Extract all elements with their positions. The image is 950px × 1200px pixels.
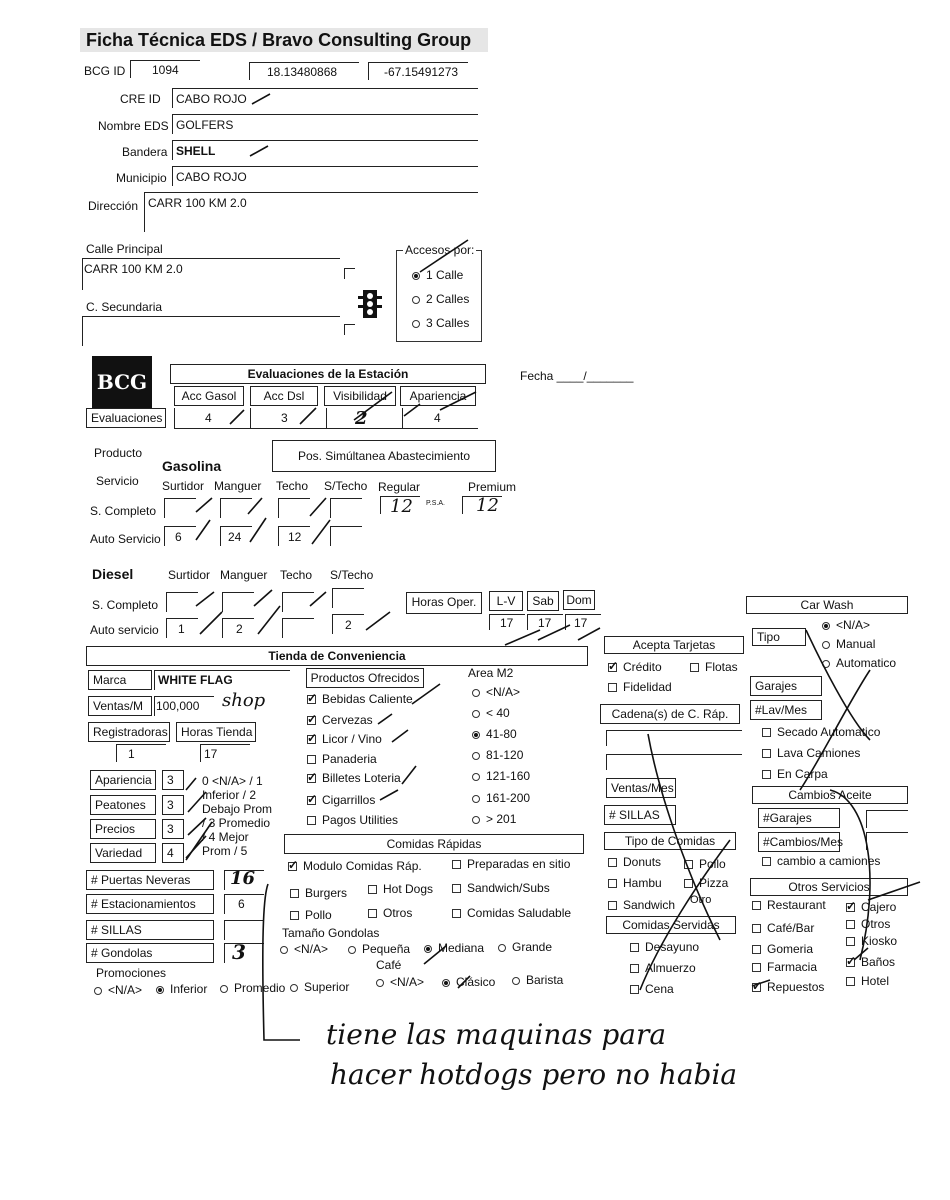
gondolas-value[interactable]: 3	[232, 940, 246, 964]
en-carpa-check[interactable]: En Carpa	[762, 767, 828, 781]
checkbox-icon[interactable]	[307, 774, 316, 783]
comida-burgers[interactable]: Burgers	[290, 886, 347, 900]
otros-servicios-title: Otros Servicios	[750, 878, 908, 896]
bandera-label: Bandera	[122, 145, 168, 159]
gondolas-label: # Gondolas	[86, 943, 214, 963]
car-wash-automatico[interactable]: Automatico	[822, 656, 896, 670]
radio-icon[interactable]	[498, 944, 506, 952]
promociones-label: Promociones	[96, 966, 167, 980]
direccion-label: Dirección	[88, 199, 139, 213]
promo-na[interactable]: <N/A>	[94, 983, 142, 997]
puertas-label: # Puertas Neveras	[86, 870, 214, 890]
comidas-title: Comidas Rápidas	[284, 834, 584, 854]
checkbox-icon[interactable]	[752, 983, 761, 992]
tarjetas-title: Acepta Tarjetas	[604, 636, 744, 654]
accesos-title: Accesos por:	[405, 243, 475, 257]
radio-icon[interactable]	[424, 945, 432, 953]
producto-cervezas[interactable]: ✓Cervezas	[307, 713, 373, 727]
productos-title: Productos Ofrecidos	[306, 668, 424, 688]
checkbox-icon[interactable]	[630, 943, 639, 952]
gas-as-techo[interactable]: 12	[288, 530, 302, 544]
tamano-label: Tamaño Gondolas	[282, 926, 380, 940]
checkbox-icon[interactable]	[368, 909, 377, 918]
radio-icon[interactable]	[156, 986, 164, 994]
cadena-ventas-label: Ventas/Mes	[606, 778, 676, 798]
otros-gomeria[interactable]: Gomeria	[752, 942, 813, 956]
scale-line-4: / 3 Promedio	[202, 816, 271, 830]
handwritten-note-line-2: hacer hotdogs pero no habia	[330, 1058, 738, 1091]
otros-hotel[interactable]: Hotel	[846, 974, 889, 988]
radio-icon[interactable]	[376, 979, 384, 987]
premium-value[interactable]: 12	[476, 495, 499, 516]
cre-id-value[interactable]: CABO ROJO	[176, 92, 247, 106]
accesos-option-1[interactable]: 1 Calle	[412, 268, 463, 282]
gas-col-surtidor: Surtidor	[162, 479, 205, 493]
checkbox-icon[interactable]	[452, 860, 461, 869]
gas-as-manguer[interactable]: 24	[228, 530, 242, 544]
producto-licor[interactable]: ✓Licor / Vino	[307, 732, 382, 746]
municipio-label: Municipio	[116, 171, 167, 185]
otros-restaurant[interactable]: Restaurant	[752, 898, 826, 912]
otros-banos[interactable]: ✓Baños	[846, 955, 895, 969]
checkbox-icon[interactable]	[368, 885, 377, 894]
checkbox-icon[interactable]	[307, 755, 316, 764]
otros-kiosko[interactable]: Kiosko	[846, 934, 897, 948]
dsl-as-manguer[interactable]: 2	[236, 622, 243, 636]
checkbox-icon[interactable]	[290, 889, 299, 898]
marca-label: Marca	[88, 670, 152, 690]
page-title: Ficha Técnica EDS / Bravo Consulting Group	[80, 28, 488, 52]
tipo-pizza[interactable]: Pizza	[684, 876, 728, 890]
rating-variedad-value[interactable]: 4	[162, 843, 184, 863]
diesel-title: Diesel	[92, 566, 134, 582]
nombre-value[interactable]: GOLFERS	[176, 118, 234, 132]
car-wash-na[interactable]: <N/A>	[822, 618, 870, 632]
cambios-mes-label: #Cambios/Mes	[758, 832, 840, 852]
checkbox-icon[interactable]	[452, 909, 461, 918]
checkbox-icon[interactable]	[608, 879, 617, 888]
lav-mes-label: #Lav/Mes	[750, 700, 822, 720]
servida-almuerzo[interactable]: Almuerzo	[630, 961, 696, 975]
regular-value[interactable]: 12	[390, 496, 413, 517]
checkbox-icon[interactable]	[846, 977, 855, 986]
eval-visibilidad-value[interactable]: 2	[355, 408, 368, 429]
tamano-pequena[interactable]: Pequeña	[348, 942, 410, 956]
eval-col-acc-gasol: Acc Gasol	[174, 386, 244, 406]
eval-acc-gasol-value[interactable]: 4	[205, 411, 212, 425]
tipo-hambu[interactable]: Hambu	[608, 876, 662, 890]
radio-icon[interactable]	[412, 320, 420, 328]
gas-as-surtidor[interactable]: 6	[175, 530, 182, 544]
checkbox-icon[interactable]	[608, 663, 617, 672]
tarjeta-flotas[interactable]: Flotas	[690, 660, 738, 674]
producto-label: Producto	[94, 446, 143, 460]
checkbox-icon[interactable]	[690, 663, 699, 672]
checkbox-icon[interactable]	[846, 937, 855, 946]
radio-icon[interactable]	[412, 272, 420, 280]
tarjeta-credito[interactable]: ✓Crédito	[608, 660, 662, 674]
checkbox-icon[interactable]	[307, 735, 316, 744]
cafe-clasico[interactable]: Clásico	[442, 975, 495, 989]
gas-row-auto-servicio: Auto Servicio	[90, 532, 161, 546]
ventas-note: shop	[222, 690, 266, 711]
cafe-label: Café	[376, 958, 402, 972]
corner-mark	[344, 324, 355, 335]
radio-icon[interactable]	[280, 946, 288, 954]
radio-icon[interactable]	[290, 984, 298, 992]
tamano-na[interactable]: <N/A>	[280, 942, 328, 956]
radio-icon[interactable]	[472, 710, 480, 718]
tipo-otro[interactable]: Otro	[690, 894, 712, 906]
c-secundaria-label: C. Secundaria	[86, 300, 163, 314]
horas-day-sab: Sab	[527, 591, 559, 611]
dsl-as-stecho[interactable]: 2	[345, 618, 352, 632]
regular-label: Regular	[378, 480, 421, 494]
otros-cajero[interactable]: ✓ Cajero	[846, 900, 896, 914]
area-option-na[interactable]: <N/A>	[472, 685, 520, 699]
registradoras-value[interactable]: 1	[128, 747, 135, 761]
checkbox-icon[interactable]	[630, 985, 639, 994]
direccion-value[interactable]: CARR 100 KM 2.0	[148, 196, 247, 210]
otros-otros[interactable]: Otros	[846, 917, 890, 931]
cadena-title: Cadena(s) de C. Ráp.	[600, 704, 740, 724]
producto-billetes[interactable]: ✓Billetes Loteria	[307, 771, 401, 785]
bcg-id-value[interactable]: 1094	[152, 63, 179, 77]
checkbox-icon[interactable]	[752, 963, 761, 972]
gas-col-manguer: Manguer	[214, 479, 262, 493]
handwritten-note-line-1: tiene las maquinas para	[326, 1018, 667, 1051]
gasolina-title: Gasolina	[162, 458, 222, 474]
promo-promedio[interactable]: Promedio	[220, 981, 285, 995]
corner-mark	[344, 268, 355, 279]
latitude-value[interactable]: 18.13480868	[267, 65, 338, 79]
radio-icon[interactable]	[442, 979, 450, 987]
checkbox-icon[interactable]	[608, 858, 617, 867]
checkbox-icon[interactable]	[307, 695, 316, 704]
checkbox-icon[interactable]	[307, 796, 316, 805]
producto-pagos[interactable]: Pagos Utilities	[307, 813, 398, 827]
dsl-col-manguer: Manguer	[220, 568, 268, 582]
tipo-donuts[interactable]: Donuts	[608, 855, 661, 869]
car-wash-tipo-label: Tipo	[752, 628, 806, 646]
fecha-label: Fecha ____/_______	[520, 369, 634, 383]
bandera-value[interactable]: SHELL	[176, 144, 216, 158]
checkbox-icon[interactable]	[752, 901, 761, 910]
checkbox-icon[interactable]	[684, 860, 693, 869]
car-wash-title: Car Wash	[746, 596, 908, 614]
tarjeta-fidelidad[interactable]: Fidelidad	[608, 680, 672, 694]
eval-acc-dsl-value[interactable]: 3	[281, 411, 288, 425]
radio-icon[interactable]	[472, 689, 480, 697]
checkbox-icon[interactable]	[846, 920, 855, 929]
checkbox-icon[interactable]	[762, 770, 771, 779]
ventas-value[interactable]: 100,000	[156, 699, 200, 713]
registradoras-label: Registradoras	[88, 722, 170, 742]
horas-oper-label: Horas Oper.	[406, 592, 482, 614]
checkbox-icon[interactable]	[762, 749, 771, 758]
rating-apariencia-label: Apariencia	[90, 770, 156, 790]
accesos-option-2[interactable]: 2 Calles	[412, 292, 469, 306]
radio-icon[interactable]	[822, 660, 830, 668]
checkbox-icon[interactable]	[752, 945, 761, 954]
tamano-grande[interactable]: Grande	[498, 940, 552, 954]
bcg-logo: BCG	[92, 356, 152, 408]
comida-preparadas[interactable]: Preparadas en sitio	[452, 857, 570, 871]
rating-precios-label: Precios	[90, 819, 156, 839]
comida-hotdogs[interactable]: Hot Dogs	[368, 882, 433, 896]
gas-row-s-completo: S. Completo	[90, 504, 157, 518]
calle-principal-value[interactable]: CARR 100 KM 2.0	[84, 262, 183, 276]
producto-cigarrillos[interactable]: ✓Cigarrillos	[307, 793, 375, 807]
radio-icon[interactable]	[822, 641, 830, 649]
eval-col-visibilidad: Visibilidad	[324, 386, 396, 406]
rating-peatones-value[interactable]: 3	[162, 795, 184, 815]
horas-day-lv: L-V	[489, 591, 523, 611]
radio-icon[interactable]	[220, 985, 228, 993]
rating-precios-value[interactable]: 3	[162, 819, 184, 839]
evaluaciones-title: Evaluaciones de la Estación	[170, 364, 486, 384]
area-option-161-200[interactable]: 161-200	[472, 791, 530, 805]
eval-apariencia-value[interactable]: 4	[434, 411, 441, 425]
radio-icon[interactable]	[348, 946, 356, 954]
premium-label: Premium	[468, 480, 517, 494]
evaluaciones-label: Evaluaciones	[86, 408, 166, 428]
marca-value[interactable]: WHITE FLAG	[158, 673, 233, 687]
checkbox-icon[interactable]	[452, 884, 461, 893]
estac-label: # Estacionamientos	[86, 894, 214, 914]
checkbox-icon[interactable]	[288, 862, 297, 871]
car-wash-manual[interactable]: Manual	[822, 637, 875, 651]
comida-otros[interactable]: Otros	[368, 906, 412, 920]
radio-icon[interactable]	[472, 731, 480, 739]
checkbox-icon[interactable]	[762, 857, 771, 866]
area-option-41-80[interactable]: 41-80	[472, 727, 517, 741]
comida-pollo[interactable]: Pollo	[290, 908, 332, 922]
radio-icon[interactable]	[472, 773, 480, 781]
checkbox-icon[interactable]	[762, 728, 771, 737]
sillas-label: # SILLAS	[86, 920, 214, 940]
checkbox-icon[interactable]	[307, 816, 316, 825]
area-option-40[interactable]: < 40	[472, 706, 510, 720]
comida-sandwich[interactable]: Sandwich/Subs	[452, 881, 550, 895]
dsl-row-auto-servicio: Auto servicio	[90, 623, 159, 637]
area-option-81-120[interactable]: 81-120	[472, 748, 523, 762]
calle-principal-label: Calle Principal	[86, 242, 163, 256]
cambios-aceite-title: Cambios Aceite	[752, 786, 908, 804]
horas-tienda-value[interactable]: 17	[204, 747, 218, 761]
horas-tienda-label: Horas Tienda	[176, 722, 256, 742]
producto-panaderia[interactable]: Panaderia	[307, 752, 377, 766]
area-option-121-160[interactable]: 121-160	[472, 769, 530, 783]
checkbox-icon[interactable]	[630, 964, 639, 973]
otros-cafe-bar[interactable]: Café/Bar	[752, 921, 814, 935]
radio-icon[interactable]	[94, 987, 102, 995]
rating-variedad-label: Variedad	[90, 843, 156, 863]
pos-simultanea-title: Pos. Simúltanea Abastecimiento	[272, 440, 496, 472]
producto-bebidas[interactable]: ✓Bebidas Caliente	[307, 692, 413, 706]
cadena-sillas-label: # SILLAS	[604, 805, 676, 825]
dsl-row-s-completo: S. Completo	[92, 598, 159, 612]
radio-icon[interactable]	[412, 296, 420, 304]
tipo-pollo[interactable]: Pollo	[684, 857, 726, 871]
checkbox-icon[interactable]	[290, 911, 299, 920]
municipio-value[interactable]: CABO ROJO	[176, 170, 247, 184]
radio-icon[interactable]	[472, 795, 480, 803]
cambios-garajes-label: #Garajes	[758, 808, 840, 828]
rating-apariencia-value[interactable]: 3	[162, 770, 184, 790]
dsl-col-stecho: S/Techo	[330, 568, 374, 582]
puertas-value[interactable]: 16	[230, 868, 256, 889]
lava-camiones-check[interactable]: Lava Camiones	[762, 746, 860, 760]
radio-icon[interactable]	[822, 622, 830, 630]
nombre-label: Nombre EDS	[98, 119, 169, 133]
scale-line-2: Inferior / 2	[202, 788, 257, 802]
tipo-sandwich[interactable]: Sandwich	[608, 898, 675, 912]
horas-lv-value[interactable]: 17	[500, 616, 514, 630]
otros-farmacia[interactable]: Farmacia	[752, 960, 817, 974]
promo-superior[interactable]: Superior	[290, 980, 349, 994]
rating-peatones-label: Peatones	[90, 795, 156, 815]
dsl-col-surtidor: Surtidor	[168, 568, 211, 582]
area-option-201[interactable]: > 201	[472, 812, 516, 826]
cafe-na[interactable]: <N/A>	[376, 975, 424, 989]
area-title: Area M2	[468, 666, 514, 680]
checkbox-icon[interactable]	[846, 903, 855, 912]
comida-saludable[interactable]: Comidas Saludable	[452, 906, 571, 920]
horas-day-dom: Dom	[563, 590, 595, 610]
garajes-label: Garajes	[750, 676, 822, 696]
tienda-title: Tienda de Conveniencia	[86, 646, 588, 666]
cafe-barista[interactable]: Barista	[512, 973, 563, 987]
gas-col-stecho: S/Techo	[324, 479, 368, 493]
servida-cena[interactable]: Cena	[630, 982, 674, 996]
psa-label: P.S.A.	[426, 500, 445, 507]
scale-line-5: / 4 Mejor	[202, 830, 249, 844]
bcg-id-label: BCG ID	[84, 64, 126, 78]
gas-col-techo: Techo	[276, 479, 309, 493]
estac-value[interactable]: 6	[238, 897, 245, 911]
otros-repuestos[interactable]: ✓Repuestos	[752, 980, 824, 994]
servida-desayuno[interactable]: Desayuno	[630, 940, 699, 954]
checkbox-icon[interactable]	[846, 958, 855, 967]
eval-col-acc-dsl: Acc Dsl	[250, 386, 318, 406]
promo-inferior[interactable]: Inferior	[156, 982, 207, 996]
cambio-camiones-check[interactable]: cambio a camiones	[762, 854, 880, 868]
longitude-value[interactable]: -67.15491273	[384, 65, 459, 79]
checkbox-icon[interactable]	[684, 879, 693, 888]
eval-col-apariencia: Apariencia	[400, 386, 476, 406]
dsl-col-techo: Techo	[280, 568, 313, 582]
horas-sab-value[interactable]: 17	[538, 616, 552, 630]
radio-icon[interactable]	[472, 752, 480, 760]
accesos-option-3[interactable]: 3 Calles	[412, 316, 469, 330]
secado-check[interactable]: Secado Automatico	[762, 725, 880, 739]
tamano-mediana[interactable]: Mediana	[424, 941, 484, 955]
checkbox-icon[interactable]	[608, 901, 617, 910]
comida-modulo[interactable]: ✓Modulo Comidas Ráp.	[288, 859, 422, 873]
checkbox-icon[interactable]	[752, 924, 761, 933]
scale-line-1: 0 <N/A> / 1	[202, 774, 263, 788]
checkbox-icon[interactable]	[608, 683, 617, 692]
ventas-label: Ventas/M	[88, 696, 152, 716]
tipo-comidas-title: Tipo de Comidas	[604, 832, 736, 850]
checkbox-icon[interactable]	[307, 716, 316, 725]
cre-id-label: CRE ID	[120, 92, 161, 106]
comidas-servidas-title: Comidas Servidas	[606, 916, 736, 934]
horas-dom-value[interactable]: 17	[574, 616, 588, 630]
scale-line-6: Prom / 5	[202, 844, 248, 858]
radio-icon[interactable]	[472, 816, 480, 824]
scale-line-3: Debajo Prom	[202, 802, 273, 816]
dsl-as-surtidor[interactable]: 1	[178, 622, 185, 636]
radio-icon[interactable]	[512, 977, 520, 985]
servicio-label: Servicio	[96, 474, 139, 488]
